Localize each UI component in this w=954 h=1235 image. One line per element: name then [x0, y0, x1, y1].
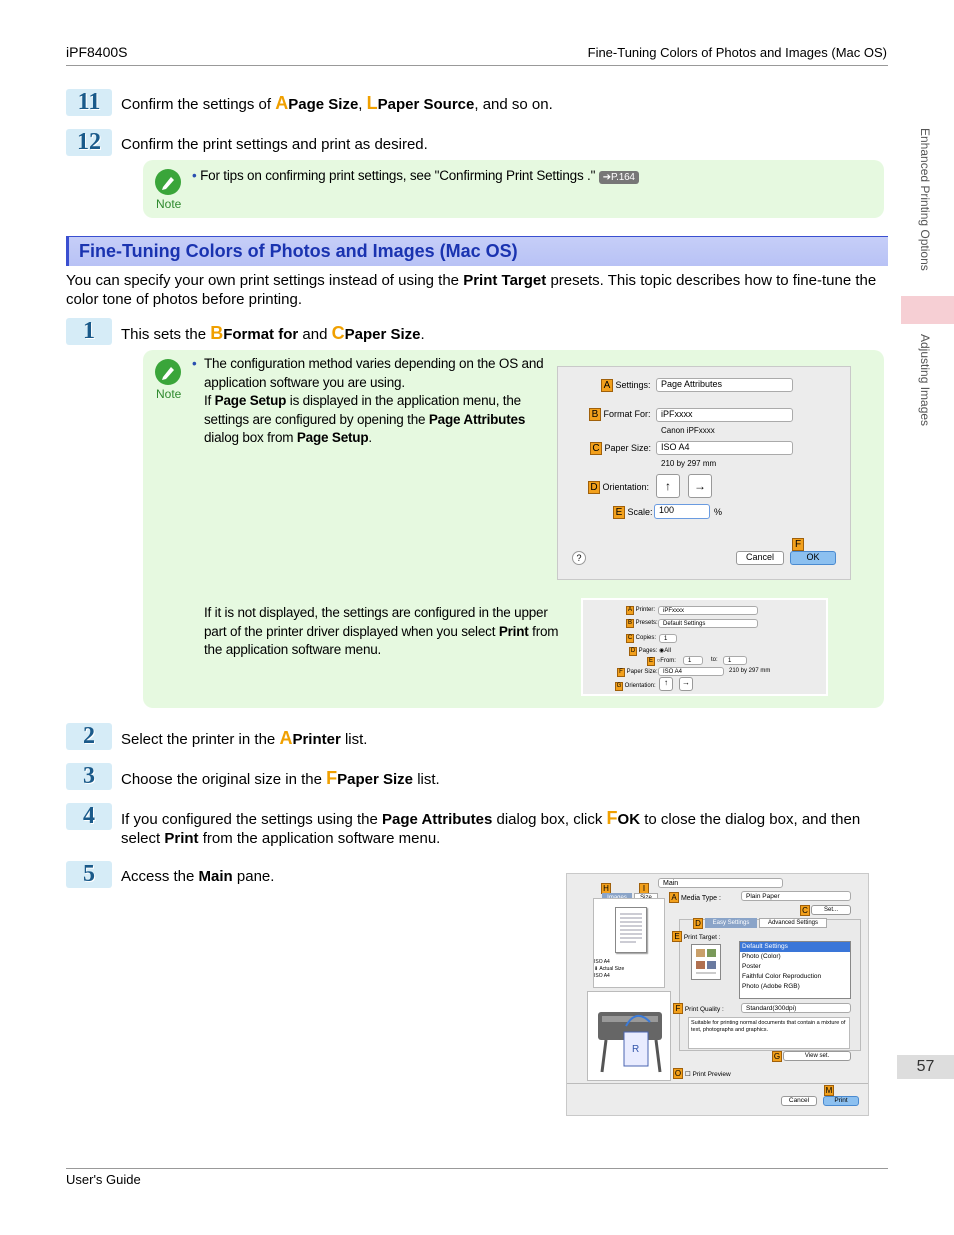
- footer-text: User's Guide: [66, 1172, 141, 1187]
- paper-size-select[interactable]: ISO A4: [656, 441, 793, 455]
- svg-text:R: R: [632, 1044, 640, 1055]
- paper-size-select-2[interactable]: ISO A4: [658, 667, 724, 676]
- portrait-orientation-icon[interactable]: ↑: [656, 474, 680, 498]
- ok-button[interactable]: OK: [790, 551, 836, 565]
- step-number: 3: [66, 763, 112, 790]
- format-for-select[interactable]: iPFxxxx: [656, 408, 793, 422]
- step-5-text: Access the Main pane.: [121, 868, 275, 885]
- note-text-2: If it is not displayed, the settings are configured in the upper part of the printer driver displayed when you select Print from the application software menu.: [204, 605, 559, 657]
- presets-select[interactable]: Default Settings: [658, 619, 758, 628]
- header-title: Fine-Tuning Colors of Photos and Images (Mac OS): [587, 45, 887, 60]
- preview-checkbox[interactable]: ☐: [684, 1071, 691, 1078]
- main-pane-dialog: Main H I ISO A4 ⬇ Actual Size ISO A4 R A Media Type : Plain Paper C Set... D Easy Settings Advanced Settings E Print Target : Default Settings Photo (Color) Poster Faithful Color Reproduction Photo (Adobe RGB) F Print Quality : Standard(300dpi) Suitable for printing normal documents that contain a mixture of text, photographs and graphics. G View set. O ☐ Print Preview M Cancel Print: [566, 873, 869, 1116]
- divider: [567, 1083, 868, 1084]
- step-3-text: Choose the original size in the FPaper Size list.: [121, 768, 440, 788]
- target-thumbnail: [691, 944, 721, 980]
- step-number: 12: [66, 129, 112, 156]
- set-button[interactable]: Set...: [811, 905, 851, 915]
- page-link[interactable]: ➔P.164: [599, 171, 639, 184]
- step-11-text: Confirm the settings of APage Size, LPaper Source, and so on.: [121, 93, 553, 113]
- printer-illustration: [587, 991, 671, 1081]
- step-number: 4: [66, 803, 112, 830]
- page-number: 57: [897, 1055, 954, 1079]
- view-settings-button[interactable]: View set.: [783, 1051, 851, 1061]
- intro-text: You can specify your own print settings instead of using the Print Target presets. This topic describes how to fine-tune the color tone of photos before printing.: [66, 272, 877, 308]
- step-12-text: Confirm the print settings and print as desired.: [121, 136, 428, 153]
- note-label: Note: [156, 197, 182, 211]
- portrait-orientation-icon[interactable]: ↑: [659, 677, 673, 691]
- print-target-list[interactable]: [739, 941, 851, 999]
- list-item[interactable]: Photo (Color): [742, 953, 781, 960]
- cancel-button[interactable]: Cancel: [736, 551, 784, 565]
- printer-select[interactable]: iPFxxxx: [658, 606, 758, 615]
- list-item[interactable]: Photo (Adobe RGB): [742, 983, 800, 990]
- cancel-button[interactable]: Cancel: [781, 1096, 817, 1106]
- step-number: 1: [66, 318, 112, 345]
- landscape-orientation-icon[interactable]: →: [679, 677, 693, 691]
- note-text: • For tips on confirming print settings, see "Confirming Print Settings ." ➔P.164: [192, 167, 639, 186]
- list-item[interactable]: Faithful Color Reproduction: [742, 973, 822, 980]
- side-tab-marker: [901, 296, 954, 324]
- print-quality-select[interactable]: Standard(300dpi): [741, 1003, 851, 1013]
- from-input[interactable]: 1: [683, 656, 703, 665]
- pencil-icon: [155, 169, 181, 195]
- scale-input[interactable]: 100: [654, 504, 710, 519]
- side-tab-adjusting[interactable]: Adjusting Images: [918, 334, 932, 427]
- copies-input[interactable]: 1: [659, 634, 677, 643]
- model-name: iPF8400S: [66, 44, 128, 60]
- page-attributes-dialog: A Settings: Page Attributes B Format For: iPFxxxx Canon iPFxxxx C Paper Size: ISO A4 210 by 297 mm D Orientation: ↑ → E Scale: 100 % ? F Cancel OK: [557, 366, 851, 580]
- side-tab-enhanced[interactable]: Enhanced Printing Options: [918, 128, 932, 271]
- to-input[interactable]: 1: [723, 656, 747, 665]
- step-number: 5: [66, 861, 112, 888]
- section-heading: Fine-Tuning Colors of Photos and Images (Mac OS): [66, 236, 888, 266]
- print-button[interactable]: Print: [823, 1096, 859, 1106]
- step-1-text: This sets the BFormat for and CPaper Size.: [121, 323, 425, 343]
- note-text: • The configuration method varies depending on the OS and application software you are using. If Page Setup is displayed in the application menu, the settings are configured by opening the Page Attributes dialog box from Page Setup.: [192, 356, 544, 445]
- pane-select[interactable]: Main: [658, 878, 783, 888]
- tab-easy-settings[interactable]: Easy Settings: [705, 918, 757, 928]
- note-label: Note: [156, 387, 182, 401]
- tab-advanced-settings[interactable]: Advanced Settings: [759, 918, 827, 928]
- page-thumbnail: [615, 907, 647, 953]
- list-item[interactable]: Default Settings: [740, 942, 850, 952]
- help-button[interactable]: ?: [572, 551, 586, 565]
- footer-rule: [66, 1168, 888, 1169]
- step-2-text: Select the printer in the APrinter list.: [121, 728, 368, 748]
- landscape-orientation-icon[interactable]: →: [688, 474, 712, 498]
- description-box: Suitable for printing normal documents that contain a mixture of text, photographs and graphics.: [688, 1017, 850, 1049]
- list-item[interactable]: Poster: [742, 963, 761, 970]
- pencil-icon: [155, 359, 181, 385]
- step-4-text: If you configured the settings using the Page Attributes dialog box, click FOK to close the dialog box, and then select Print from the application software menu.: [121, 808, 861, 847]
- step-number: 2: [66, 723, 112, 750]
- media-type-select[interactable]: Plain Paper: [741, 891, 851, 901]
- step-number: 11: [66, 89, 112, 116]
- settings-select[interactable]: Page Attributes: [656, 378, 793, 392]
- header-rule: [66, 65, 888, 66]
- print-dialog-upper: A Printer: iPFxxxx B Presets: Default Settings C Copies: 1 D Pages: ◉All E ○From: 1 to: 1 F Paper Size: ISO A4 210 by 297 mm G Orientation: ↑ →: [581, 598, 828, 696]
